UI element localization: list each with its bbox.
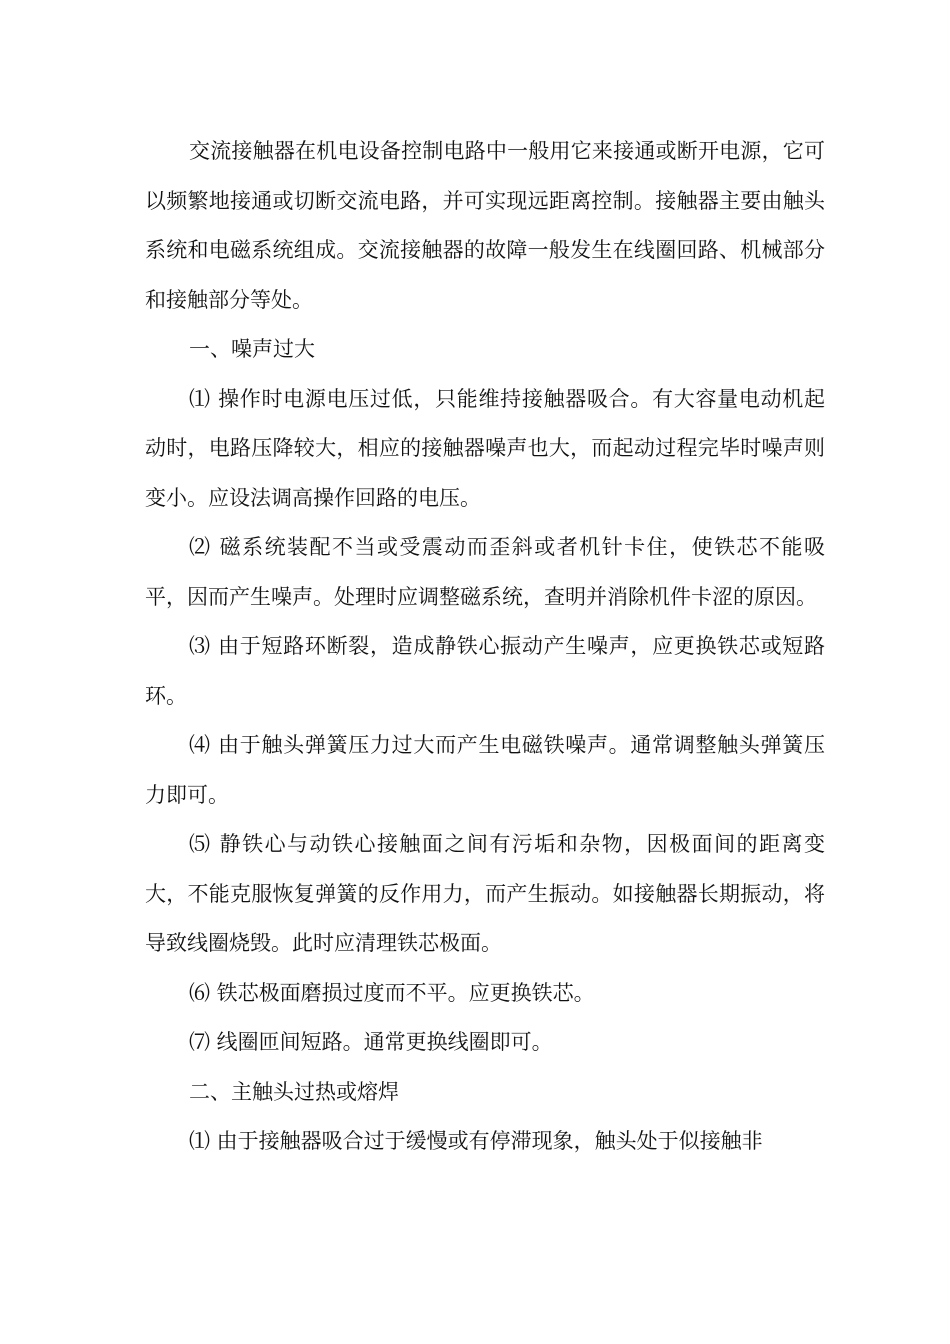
section-heading-noise: 一、噪声过大: [189, 337, 315, 361]
noise-item-2: ⑵ 磁系统装配不当或受震动而歪斜或者机针卡住，使铁芯不能吸平，因而产生噪声。处理时应调整磁系统，查明并消除机件卡涩的原因。: [145, 535, 825, 609]
noise-item-7: ⑺ 线圈匝间短路。通常更换线圈即可。: [189, 1030, 553, 1054]
overheat-item-1: ⑴ 由于接触器吸合过于缓慢或有停滞现象，触头处于似接触非: [189, 1129, 763, 1153]
noise-item-5: ⑸ 静铁心与动铁心接触面之间有污垢和杂物，因极面间的距离变大，不能克服恢复弹簧的反作用力，而产生振动。如接触器长期振动，将导致线圈烧毁。此时应清理铁芯极面。: [145, 832, 825, 955]
noise-item-1: ⑴ 操作时电源电压过低，只能维持接触器吸合。有大容量电动机起动时，电路压降较大，相应的接触器噪声也大，而起动过程完毕时噪声则变小。应设法调高操作回路的电压。: [145, 386, 825, 510]
noise-item-6: ⑹ 铁芯极面磨损过度而不平。应更换铁芯。: [189, 980, 595, 1005]
intro-paragraph: 交流接触器在机电设备控制电路中一般用它来接通或断开电源，它可以频繁地接通或切断交流电路，并可实现远距离控制。接触器主要由触头系统和电磁系统组成。交流接触器的故障一般发生在线圈回路、机械部分和接触部分等处。: [145, 139, 825, 312]
noise-item-4: ⑷ 由于触头弹簧压力过大而产生电磁铁噪声。通常调整触头弹簧压力即可。: [145, 733, 825, 807]
noise-item-3: ⑶ 由于短路环断裂，造成静铁心振动产生噪声，应更换铁芯或短路环。: [145, 634, 825, 708]
section-heading-overheat: 二、主触头过热或熔焊: [189, 1079, 399, 1104]
document-body: [145, 127, 825, 1167]
